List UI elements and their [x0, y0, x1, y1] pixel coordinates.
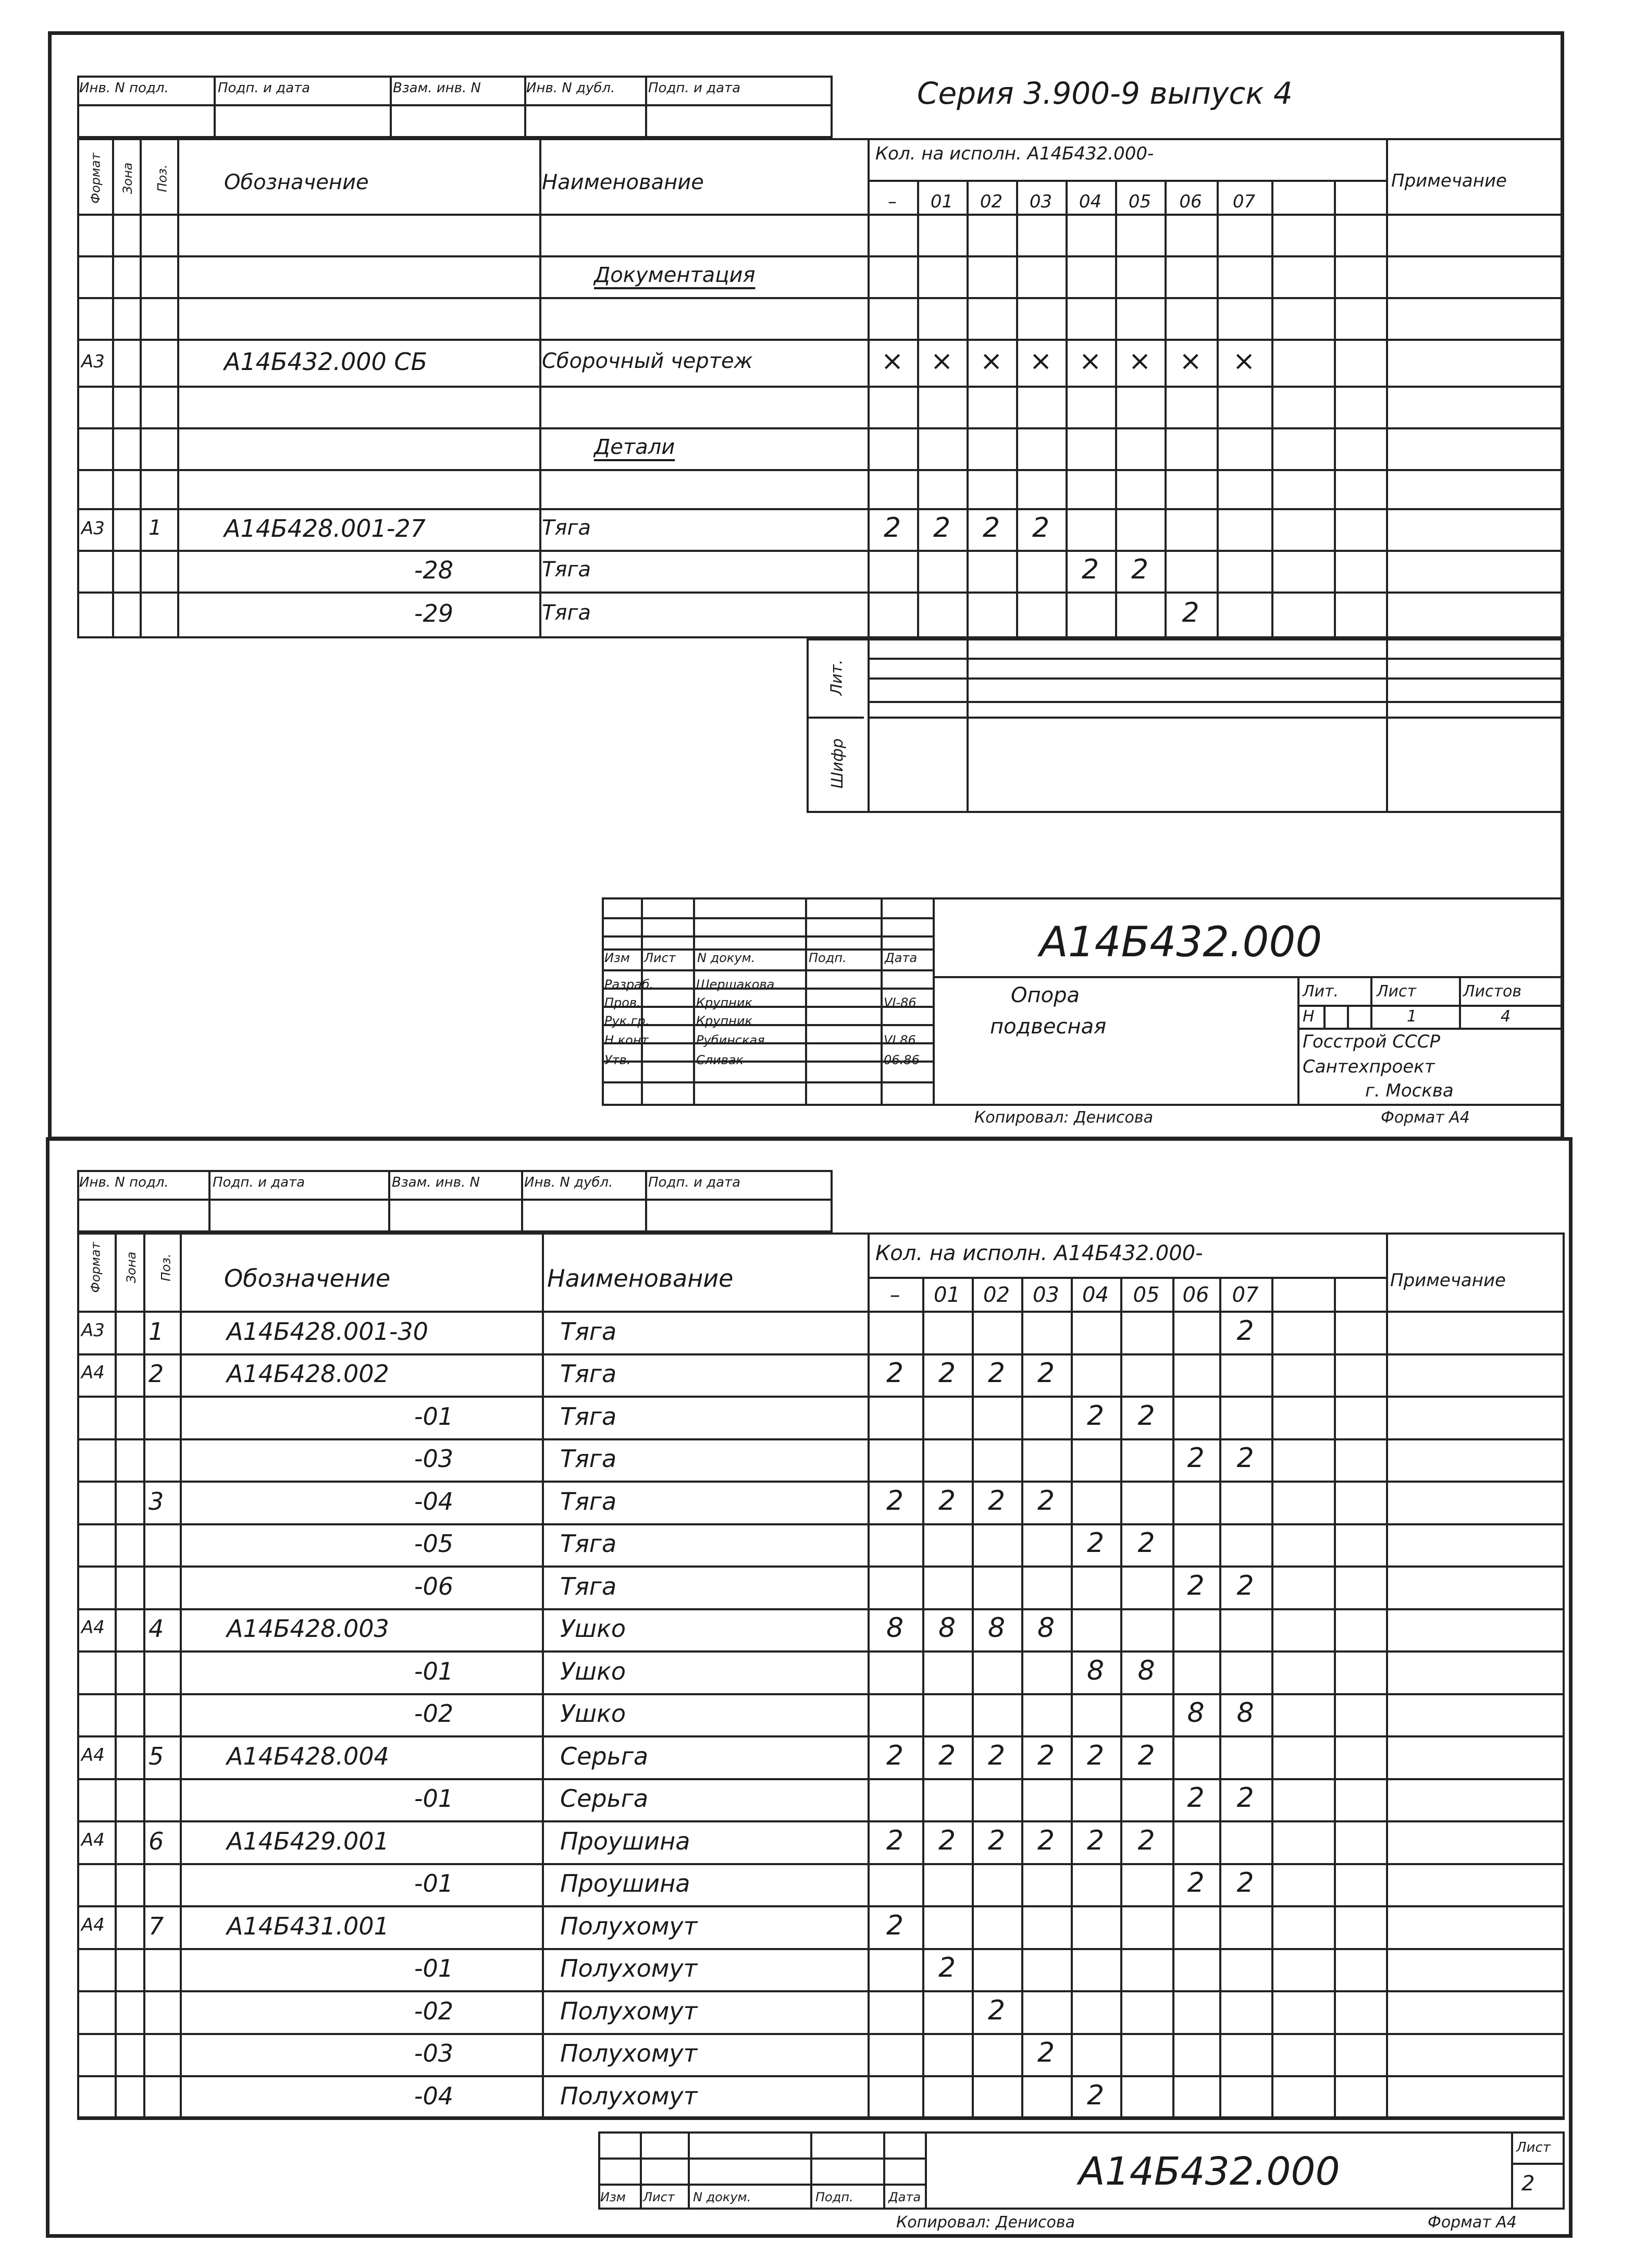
row-name: Полухомут [560, 1912, 698, 1940]
stamp-label: Взам. инв. N [393, 80, 481, 96]
list-head: Лист [1377, 982, 1417, 1001]
qty-cell: 2 [1037, 1485, 1055, 1517]
series-label: Серия 3.900-9 выпуск 4 [917, 76, 1293, 111]
row-name: Тяга [560, 1530, 617, 1558]
qty-cell: × [930, 346, 954, 377]
row-pos: 6 [148, 1827, 164, 1855]
row-format: А3 [81, 351, 105, 372]
lists-value: 4 [1501, 1007, 1511, 1026]
qty-cell: 2 [1236, 1867, 1254, 1899]
row-name: Полухомут [560, 2082, 698, 2110]
variant-header: 03 [1029, 191, 1053, 212]
qty-cell: 2 [1137, 1740, 1155, 1771]
variant-header: 06 [1179, 191, 1202, 212]
row-name: Тяга [560, 1487, 617, 1515]
qty-cell: 2 [886, 1485, 904, 1517]
row-designation: А14Б428.001-27 [224, 514, 426, 543]
qty-cell: × [1179, 346, 1202, 377]
row-designation: -01 [414, 1402, 453, 1431]
row-designation: А14Б428.004 [227, 1742, 389, 1770]
row-name: Полухомут [560, 2039, 698, 2067]
lit-head: Лит. [1303, 982, 1339, 1001]
qty-cell: 2 [1182, 597, 1199, 628]
qty-cell: 2 [982, 512, 1000, 544]
row-pos: 3 [148, 1487, 164, 1515]
org-line: Сантехпроект [1303, 1056, 1435, 1077]
col-format: Формат [88, 153, 103, 204]
row-name: Проушина [560, 1827, 690, 1855]
row-format: А4 [81, 1745, 105, 1766]
lists-head: Листов [1463, 982, 1522, 1001]
row-format: А4 [81, 1362, 105, 1383]
row-name: Проушина [560, 1869, 690, 1897]
qty-cell: 2 [987, 1740, 1006, 1771]
qty-cell: × [1029, 346, 1053, 377]
col-qty-header: Кол. на исполн. А14Б432.000- [875, 143, 1154, 164]
variant-header: 02 [983, 1283, 1010, 1307]
qty-cell: × [1232, 346, 1256, 377]
qty-cell: 2 [938, 1485, 956, 1517]
row-designation: -28 [414, 556, 453, 584]
row-designation: А14Б428.002 [227, 1360, 389, 1388]
list-value: 2 [1521, 2172, 1535, 2196]
qty-cell: 2 [1037, 1825, 1055, 1856]
signer-role: Разраб. [604, 977, 654, 992]
variant-header: 07 [1232, 1283, 1259, 1307]
row-name: Сборочный чертеж [542, 349, 753, 373]
qty-cell: 2 [1187, 1570, 1205, 1601]
row-designation: -01 [414, 1657, 453, 1685]
sheet1-spec-table [77, 138, 1563, 638]
qty-cell: 2 [938, 1825, 956, 1856]
change-header: Изм [604, 951, 630, 965]
lit-value: Н [1303, 1007, 1315, 1026]
change-header: Дата [885, 951, 918, 965]
col-name: Наименование [547, 1264, 734, 1292]
format-label: Формат А4 [1381, 1108, 1470, 1127]
qty-cell: × [1079, 346, 1102, 377]
qty-cell: 2 [987, 1358, 1006, 1389]
signer-date: VI-86 [884, 995, 917, 1010]
row-designation: А14Б431.001 [227, 1912, 389, 1940]
change-header: Изм [600, 2190, 626, 2204]
qty-cell: 2 [1236, 1443, 1254, 1474]
qty-cell: 2 [1037, 2037, 1055, 2068]
row-name: Серьга [560, 1742, 649, 1770]
qty-cell: 8 [987, 1612, 1006, 1644]
row-designation: -03 [414, 2039, 453, 2067]
stamp-label: Инв. N подл. [79, 1175, 169, 1190]
stamp-label: Взам. инв. N [392, 1175, 480, 1190]
variant-header: 06 [1182, 1283, 1209, 1307]
variant-header: – [888, 191, 897, 212]
qty-cell: 2 [1037, 1740, 1055, 1771]
row-designation: -01 [414, 1954, 453, 1982]
shifr-label: Шифр [828, 738, 847, 789]
row-format: А4 [81, 1830, 105, 1851]
signer-name: Крупник [696, 1014, 752, 1028]
row-pos: 1 [148, 516, 162, 540]
qty-cell: 8 [1086, 1655, 1105, 1686]
format-label: Формат А4 [1428, 2213, 1517, 2232]
row-name: Тяга [560, 1572, 617, 1600]
stamp-label: Подп. и дата [648, 1175, 741, 1190]
col-designation: Обозначение [224, 170, 369, 194]
signer-name: Рубинская [696, 1033, 765, 1047]
qty-cell: 2 [1187, 1782, 1205, 1814]
stamp-label: Подп. и дата [218, 80, 311, 96]
qty-cell: 2 [1086, 1825, 1105, 1856]
qty-cell: 2 [1086, 1400, 1105, 1432]
qty-cell: 8 [938, 1612, 956, 1644]
qty-cell: 2 [1037, 1358, 1055, 1389]
row-designation: -29 [414, 599, 453, 627]
row-pos: 4 [148, 1614, 164, 1643]
signer-date: 06.86 [884, 1053, 920, 1067]
variant-header: 04 [1079, 191, 1102, 212]
row-designation: -02 [414, 1997, 453, 2025]
variant-header: 07 [1232, 191, 1256, 212]
row-name: Тяга [560, 1317, 617, 1346]
stamp-label: Инв. N дубл. [526, 80, 615, 96]
col-name: Наименование [542, 170, 704, 194]
row-pos: 5 [148, 1742, 164, 1770]
qty-cell: 2 [1086, 2080, 1105, 2111]
qty-cell: 2 [886, 1358, 904, 1389]
variant-header: – [889, 1283, 900, 1307]
list-value: 1 [1407, 1007, 1417, 1026]
col-qty-header: Кол. на исполн. А14Б432.000- [875, 1241, 1203, 1265]
stamp-label: Инв. N дубл. [524, 1175, 613, 1190]
col-zone: Зона [124, 1251, 139, 1284]
qty-cell: 2 [987, 1825, 1006, 1856]
col-note: Примечание [1391, 170, 1507, 191]
designation-1: А14Б432.000 [1039, 918, 1322, 966]
org-line: Госстрой СССР [1303, 1031, 1440, 1052]
signer-name: Сливак [696, 1053, 744, 1067]
row-designation: -02 [414, 1699, 453, 1728]
variant-header: 04 [1082, 1283, 1109, 1307]
qty-cell: 2 [886, 1910, 904, 1941]
copied-by: Копировал: Денисова [896, 2213, 1075, 2232]
signer-role: Утв. [604, 1053, 631, 1067]
qty-cell: 2 [987, 1995, 1006, 2026]
change-header: Дата [888, 2190, 921, 2204]
row-name: Ушко [560, 1614, 626, 1643]
qty-cell: 2 [1236, 1782, 1254, 1814]
col-format: Формат [88, 1242, 103, 1293]
row-designation: А14Б428.001-30 [227, 1317, 428, 1346]
col-pos: Поз. [155, 164, 170, 192]
row-name: Тяга [542, 600, 591, 625]
qty-cell: 2 [886, 1740, 904, 1771]
qty-cell: 2 [1086, 1740, 1105, 1771]
stamp-label: Подп. и дата [213, 1175, 305, 1190]
variant-header: 01 [934, 1283, 960, 1307]
row-pos: 7 [148, 1912, 164, 1940]
qty-cell: 2 [938, 1952, 956, 1983]
change-header: Подп. [815, 2190, 853, 2204]
row-name: Тяга [542, 516, 591, 540]
row-format: А4 [81, 1915, 105, 1936]
variant-header: 02 [980, 191, 1003, 212]
qty-cell: 2 [1137, 1400, 1155, 1432]
qty-cell: 2 [933, 512, 951, 544]
signer-role: Н.конт. [604, 1033, 653, 1047]
designation-2: А14Б432.000 [1079, 2149, 1340, 2194]
qty-cell: 8 [1236, 1697, 1254, 1729]
change-header: Подп. [809, 951, 847, 965]
row-designation: А14Б432.000 СБ [224, 348, 428, 376]
variant-header: 03 [1033, 1283, 1059, 1307]
qty-cell: 2 [1137, 1825, 1155, 1856]
row-name: Ушко [560, 1699, 626, 1728]
qty-cell: 2 [1086, 1527, 1105, 1559]
qty-cell: 8 [1187, 1697, 1205, 1729]
lit-shifr-block [807, 638, 1563, 813]
col-note: Примечание [1390, 1270, 1506, 1291]
change-header: Лист [643, 2190, 675, 2204]
variant-header: 05 [1128, 191, 1152, 212]
qty-cell: 2 [1081, 554, 1099, 585]
signer-name: Шершакова [696, 977, 775, 992]
change-header: Лист [644, 951, 676, 965]
qty-cell: 2 [1187, 1867, 1205, 1899]
qty-cell: 2 [938, 1740, 956, 1771]
signer-date: VI 86 [884, 1033, 916, 1047]
row-designation: -04 [414, 2082, 453, 2110]
qty-cell: 2 [1032, 512, 1050, 544]
org-line: г. Москва [1365, 1080, 1454, 1101]
row-format: А3 [81, 518, 105, 539]
qty-cell: 2 [1236, 1315, 1254, 1347]
qty-cell: × [1128, 346, 1152, 377]
variant-header: 05 [1133, 1283, 1160, 1307]
copied-by: Копировал: Денисова [974, 1108, 1153, 1127]
row-designation: -04 [414, 1487, 453, 1515]
qty-cell: 8 [1037, 1612, 1055, 1644]
row-name: Ушко [560, 1657, 626, 1685]
row-designation: -06 [414, 1572, 453, 1600]
stamp-label: Подп. и дата [648, 80, 741, 96]
qty-cell: 8 [886, 1612, 904, 1644]
change-header: N докум. [693, 2190, 751, 2204]
col-designation: Обозначение [224, 1264, 391, 1292]
row-designation: -05 [414, 1530, 453, 1558]
qty-cell: 2 [987, 1485, 1006, 1517]
row-name: Серьга [560, 1784, 649, 1813]
col-zone: Зона [120, 162, 135, 194]
title-line: Опора [1011, 983, 1080, 1007]
row-pos: 2 [148, 1360, 164, 1388]
col-pos: Поз. [158, 1253, 174, 1281]
row-name: Детали [594, 435, 675, 459]
lit-label: Лит. [827, 659, 846, 696]
qty-cell: × [980, 346, 1003, 377]
row-name: Тяга [560, 1360, 617, 1388]
signer-role: Рук.гр. [604, 1014, 650, 1028]
row-designation: А14Б429.001 [227, 1827, 389, 1855]
row-name: Тяга [560, 1402, 617, 1431]
qty-cell: 2 [1137, 1527, 1155, 1559]
title-line: подвесная [990, 1015, 1107, 1039]
row-designation: -03 [414, 1445, 453, 1473]
qty-cell: 8 [1137, 1655, 1155, 1686]
row-name: Полухомут [560, 1997, 698, 2025]
row-name: Полухомут [560, 1954, 698, 1982]
change-header: N докум. [697, 951, 756, 965]
qty-cell: 2 [886, 1825, 904, 1856]
variant-header: 01 [930, 191, 954, 212]
qty-cell: 2 [1187, 1443, 1205, 1474]
qty-cell: × [881, 346, 904, 377]
row-designation: -01 [414, 1869, 453, 1897]
row-designation: А14Б428.003 [227, 1614, 389, 1643]
qty-cell: 2 [938, 1358, 956, 1389]
list-head: Лист [1516, 2140, 1551, 2155]
row-designation: -01 [414, 1784, 453, 1813]
row-name: Документация [594, 263, 756, 287]
row-pos: 1 [148, 1317, 164, 1346]
signer-name: Крупник [696, 995, 752, 1010]
row-name: Тяга [542, 558, 591, 582]
row-format: А4 [81, 1617, 105, 1638]
row-name: Тяга [560, 1445, 617, 1473]
qty-cell: 2 [883, 512, 901, 544]
row-format: А3 [81, 1320, 105, 1341]
stamp-label: Инв. N подл. [79, 80, 169, 96]
signer-role: Пров. [604, 995, 641, 1010]
qty-cell: 2 [1131, 554, 1149, 585]
qty-cell: 2 [1236, 1570, 1254, 1601]
